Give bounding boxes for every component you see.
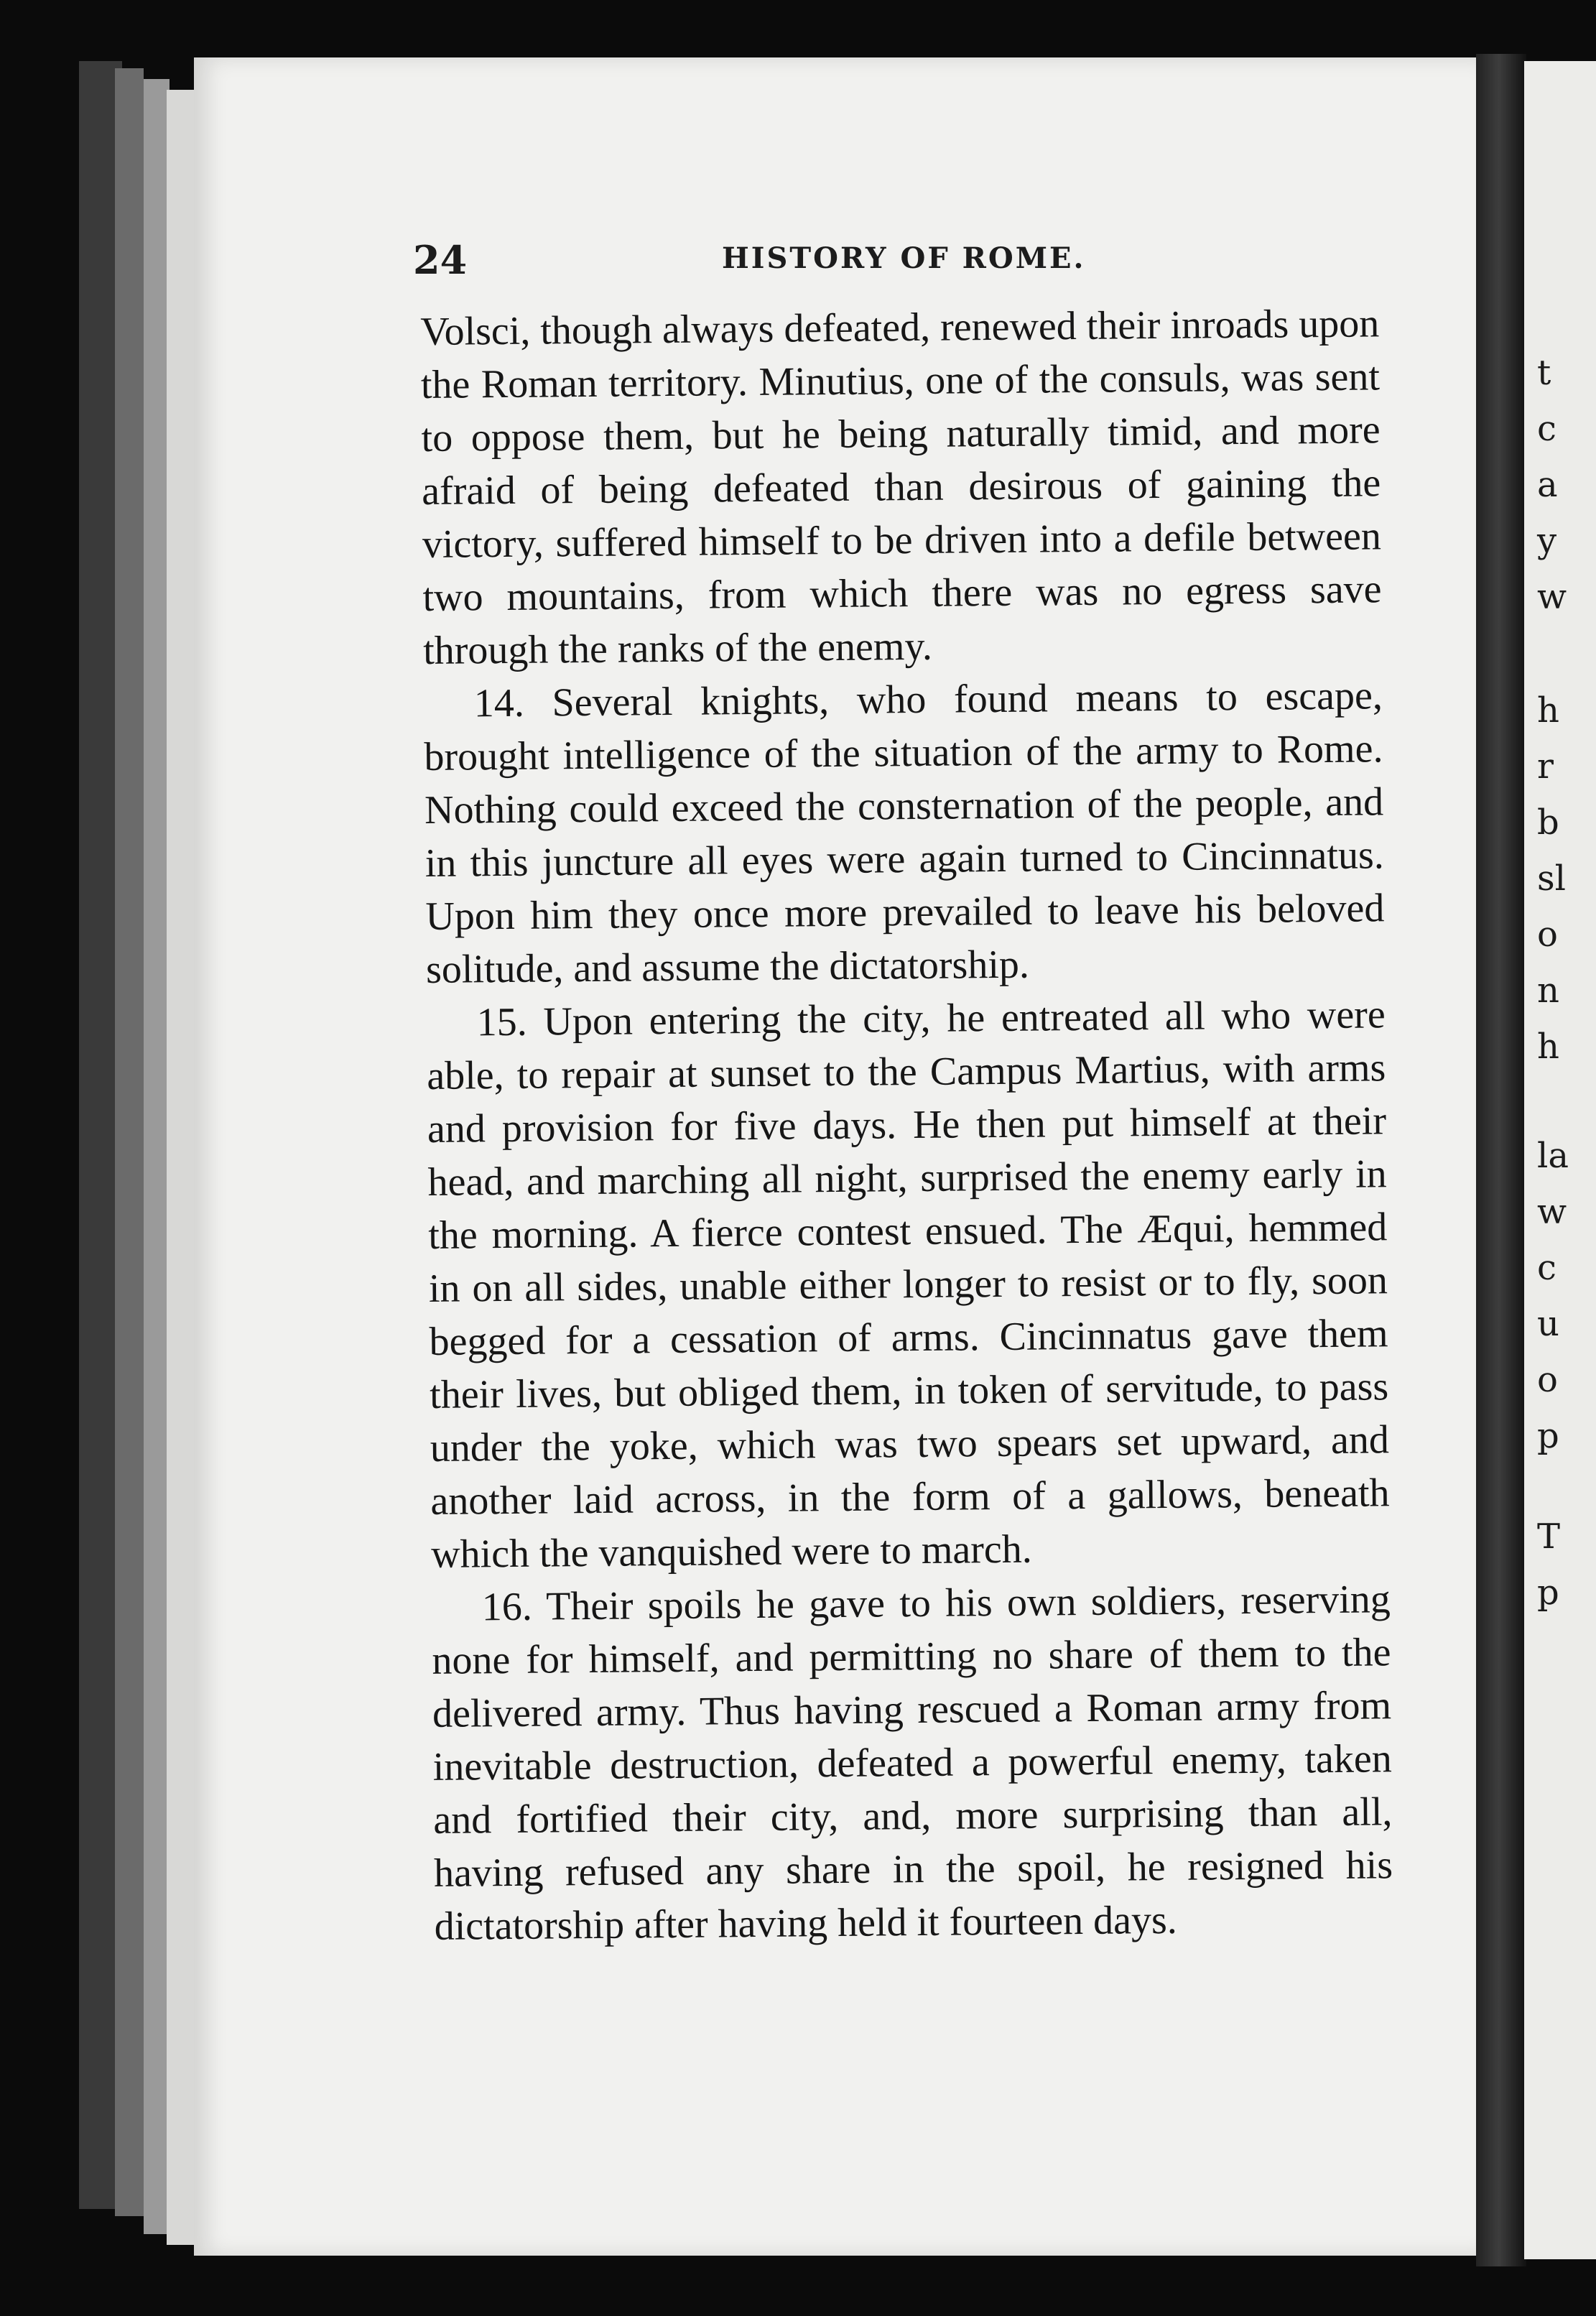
facing-text-fragment: c bbox=[1537, 1248, 1556, 1288]
facing-text-fragment: h bbox=[1537, 690, 1559, 731]
paragraph-16: 16. Their spoils he gave to his own soldiers, reserving none for himself, and permitting no share of them to the delivered army. Thus having rescued a Roman army from inevitable destruction, defeated a powerful enemy, taken and fortified their city, and, more surprising than all, having refused any share in the spoil, he resigned his dictatorship after having held it fourteen days. bbox=[432, 1577, 1393, 1949]
paragraph-14: 14. Several knights, who found means to escape, brought intelligence of the situation of the army to Rome. Nothing could exceed the consternation of the people, and in this juncture all eyes were again turned to Cincinnatus. Upon him they once more prevailed to leave his beloved solitude, and assume the dictatorship. bbox=[424, 673, 1385, 992]
book-gutter bbox=[1476, 54, 1526, 2266]
facing-text-fragment: t bbox=[1537, 353, 1551, 393]
page-edge bbox=[167, 90, 195, 2245]
facing-text-fragment: r bbox=[1537, 746, 1554, 787]
facing-text-fragment: sl bbox=[1537, 858, 1566, 899]
page-edge bbox=[144, 79, 170, 2234]
facing-text-fragment: n bbox=[1537, 971, 1559, 1011]
running-head bbox=[413, 237, 1365, 287]
facing-page bbox=[1524, 61, 1596, 2259]
page-number: 24 bbox=[413, 237, 468, 283]
facing-text-fragment: w bbox=[1537, 577, 1567, 617]
facing-text-fragment: y bbox=[1537, 521, 1557, 561]
facing-text-fragment: w bbox=[1537, 1192, 1567, 1232]
paragraph-15: 15. Upon entering the city, he entreated all who were able, to repair at sunset to the Campus Martius, with arms and provision for five days. He then put himself at their head, and marching all night, surprised the enemy early in the morning. A fierce contest ensued. The Æqui, hemmed in on all sides, unable either longer to resist or to fly, soon begged for a cessation of arms. Cincinnatus gave them their lives, but obliged them, in token of servitude, to pass under the yoke, which was two spears set upward, and another laid across, in the form of a gallows, beneath which the vanquished were to march. bbox=[427, 992, 1390, 1577]
facing-text-fragment: a bbox=[1537, 465, 1558, 505]
facing-text-fragment: p bbox=[1537, 1572, 1559, 1613]
facing-text-fragment: u bbox=[1537, 1304, 1559, 1344]
facing-text-fragment: h bbox=[1537, 1027, 1559, 1067]
facing-text-fragment: la bbox=[1537, 1136, 1569, 1176]
facing-text-fragment: o bbox=[1537, 914, 1558, 955]
facing-text-fragment: o bbox=[1537, 1360, 1558, 1400]
facing-text-fragment: p bbox=[1537, 1416, 1559, 1456]
running-title: HISTORY OF ROME. bbox=[722, 241, 1086, 275]
facing-text-fragment: c bbox=[1537, 409, 1556, 449]
paragraph-continuation: Volsci, though always defeated, renewed their inroads upon the Roman territory. Minutius, one of the consuls, was sent to oppose them, but he being naturally timid, and more afraid of being defeated than desirous of gaining the victory, suffered himself to be driven into a defile between two mountains, from which there was no egress save through the ranks of the enemy. bbox=[420, 301, 1382, 673]
facing-text-fragment: T bbox=[1537, 1516, 1561, 1557]
facing-text-fragment: b bbox=[1537, 802, 1559, 843]
page-edge bbox=[115, 68, 144, 2216]
body-text bbox=[420, 297, 1393, 1953]
